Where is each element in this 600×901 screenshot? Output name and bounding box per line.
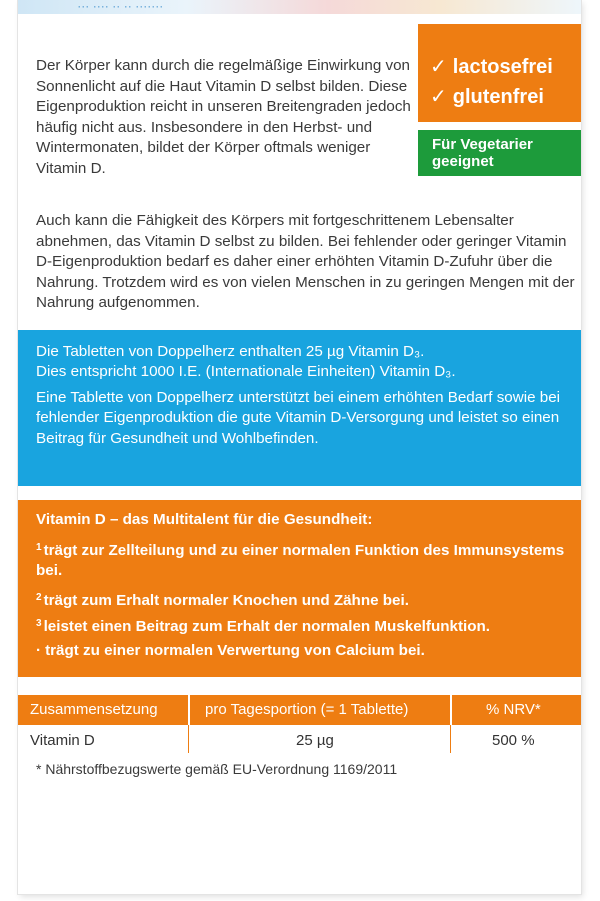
claim-item: $^3$ leistet einen Beitrag zum Erhalt der normalen Muskelfunktion. [36, 618, 490, 635]
gluten-free-label: glutenfrei [452, 86, 544, 108]
header-per-serving: pro Tagesportion (= 1 Tablette) [205, 701, 409, 718]
vegetarian-badge [418, 130, 581, 176]
dosage-line-1: Die Tabletten von Doppelherz enthalten 25 µg Vitamin D₃. [36, 343, 425, 360]
top-strip-text: ··· ···· ·· ·· ······· [78, 2, 164, 12]
header-composition: Zusammensetzung [30, 701, 158, 718]
claim-item: $^2$ trägt zum Erhalt normaler Knochen und Zähne bei. [36, 592, 409, 609]
check-icon: ✓ [430, 86, 447, 108]
cell-amount: 25 µg [296, 732, 334, 749]
table-row [18, 728, 581, 754]
health-claims-panel [18, 500, 581, 677]
header-nrv: % NRV* [486, 701, 541, 718]
lactose-free-label: lactosefrei [452, 56, 553, 78]
product-box-back [18, 0, 581, 894]
second-paragraph: Auch kann die Fähigkeit des Körpers mit fortgeschrittenem Lebensalter abnehmen, das Vitamin D selbst zu bilden. Bei fehlender oder geringer Vitamin D-Eigenproduktion bedarf es daher einer erhöhten Vitamin D-Zufuhr über die Nahrung. Trotzdem wird es von vielen Menschen in zu geringen Mengen mit der Nahrung aufgenommen. [36, 212, 575, 312]
dosage-info-panel [18, 330, 581, 486]
gluten-free-row [430, 84, 544, 109]
cell-nutrient: Vitamin D [30, 732, 95, 749]
check-icon: ✓ [430, 56, 447, 78]
cell-nrv: 500 % [492, 732, 535, 749]
top-print-strip [18, 0, 581, 14]
intro-paragraph: Der Körper kann durch die regelmäßige Einwirkung von Sonnenlicht auf die Haut Vitamin D selbst bilden. Diese Eigenproduktion reicht in unseren Breitengraden jedoch häufig nicht aus. Insbesondere in den Herbst- und Wintermonaten, bildet der Körper oftmals weniger Vitamin D. [36, 57, 411, 177]
free-from-badge [418, 24, 581, 122]
claim-item: · trägt zu einer normalen Verwertung von Calcium bei. [36, 642, 425, 659]
dosage-line-2: Dies entspricht 1000 I.E. (Internationale Einheiten) Vitamin D₃. [36, 363, 456, 381]
lactose-free-row [430, 54, 553, 79]
vegetarian-label: Für Vegetarier geeignet [432, 136, 533, 170]
nutrition-table-header [18, 695, 581, 725]
health-claims-heading: Vitamin D – das Multitalent für die Gesundheit: [36, 511, 373, 528]
benefit-paragraph: Eine Tablette von Doppelherz unterstützt bei einem erhöhten Bedarf sowie bei fehlender Eigenproduktion die gute Vitamin D-Versorgung und leistet so einen Beitrag für Gesundheit und Wohlbefinden. [36, 388, 561, 447]
footnote: * Nährstoffbezugswerte gemäß EU-Verordnung 1169/2011 [36, 761, 398, 777]
claim-item: $^1$ trägt zur Zellteilung und zu einer normalen Funktion des Immunsystems bei. [36, 542, 565, 580]
